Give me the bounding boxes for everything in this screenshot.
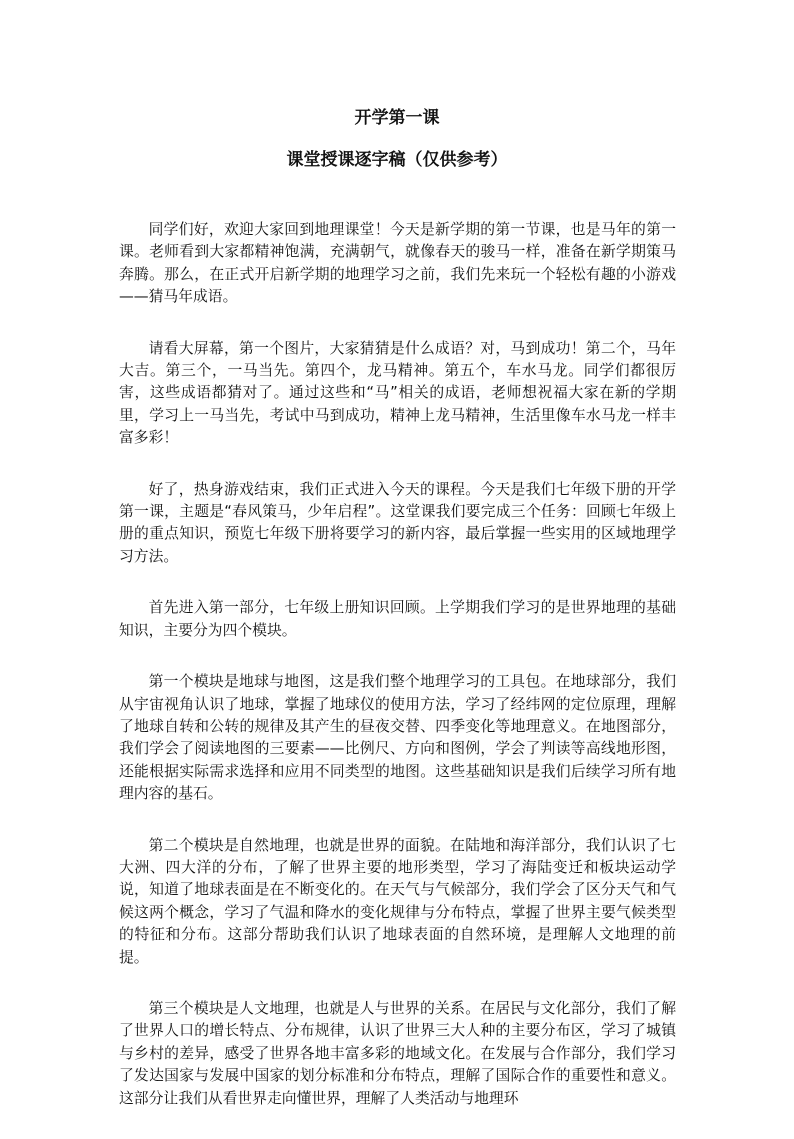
paragraph-2: 请看大屏幕，第一个图片，大家猜猜是什么成语？对，马到成功！第二个，马年大吉。第三个，一马当先。第四个，龙马精神。第五个，车水马龙。同学们都很厉害，这些成语都猜对了。通过这些和“马”相关的成语，老师想祝福大家在新的学期里，学习上一马当先，考试中马到成功，精神上龙马精神，生活里像车水马龙一样丰富多彩！ — [119, 339, 676, 447]
paragraph-7: 第三个模块是人文地理，也就是人与世界的关系。在居民与文化部分，我们了解了世界人口的增长特点、分布规律，认识了世界三大人种的主要分布区，学习了城镇与乡村的差异，感受了世界各地丰富多彩的地域文化。在发展与合作部分，我们学习了发达国家与发展中国家的划分标准和分布特点，理解了国际合作的重要性和意义。这部分让我们从看世界走向懂世界，理解了人类活动与地理环 — [119, 999, 676, 1107]
paragraph-3: 好了，热身游戏结束，我们正式进入今天的课程。今天是我们七年级下册的开学第一课，主题是“春风策马，少年启程”。这堂课我们要完成三个任务：回顾七年级上册的重点知识，预览七年级下册将要学习的新内容，最后掌握一些实用的区域地理学习方法。 — [119, 480, 676, 565]
document-subtitle: 课堂授课逐字稿（仅供参考） — [286, 150, 508, 170]
paragraph-5: 第一个模块是地球与地图，这是我们整个地理学习的工具包。在地球部分，我们从宇宙视角认识了地球，掌握了地球仪的使用方法，学习了经纬网的定位原理，理解了地球自转和公转的规律及其产生的昼夜交替、四季变化等地理意义。在地图部分，我们学会了阅读地图的三要素——比例尺、方向和图例，学会了判读等高线地形图，还能根据实际需求选择和应用不同类型的地图。这些基础知识是我们后续学习所有地理内容的基石。 — [119, 673, 676, 803]
paragraph-6: 第二个模块是自然地理，也就是世界的面貌。在陆地和海洋部分，我们认识了七大洲、四大洋的分布，了解了世界主要的地形类型，学习了海陆变迁和板块运动学说，知道了地球表面是在不断变化的。在天气与气候部分，我们学会了区分天气和气候这两个概念，学习了气温和降水的变化规律与分布特点，掌握了世界主要气候类型的特征和分布。这部分帮助我们认识了地球表面的自然环境，是理解人文地理的前提。 — [119, 836, 676, 966]
paragraph-1: 同学们好，欢迎大家回到地理课堂！今天是新学期的第一节课，也是马年的第一课。老师看到大家都精神饱满，充满朝气，就像春天的骏马一样，准备在新学期策马奔腾。那么，在正式开启新学期的地理学习之前，我们先来玩一个轻松有趣的小游戏——猜马年成语。 — [119, 221, 676, 306]
paragraph-4: 首先进入第一部分，七年级上册知识回顾。上学期我们学习的是世界地理的基础知识，主要分为四个模块。 — [119, 599, 676, 639]
document-body — [119, 219, 676, 1139]
document-title: 开学第一课 — [354, 108, 440, 128]
